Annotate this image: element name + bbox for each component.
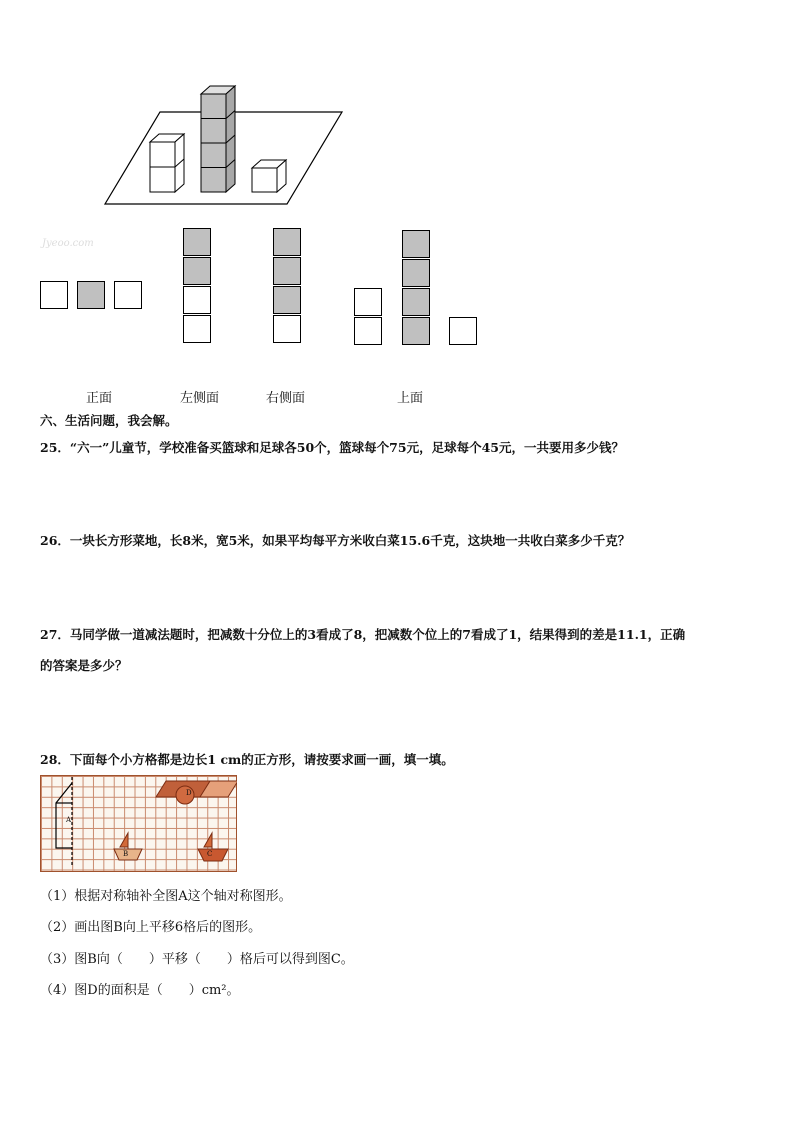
view-square [402, 259, 430, 287]
question-25: 25．“六一”儿童节，学校准备买篮球和足球各50个，篮球每个75元，足球每个45元，一共要用多少钱？ [40, 440, 624, 455]
view-square [402, 230, 430, 258]
view-square [183, 228, 211, 256]
view-square [402, 288, 430, 316]
section-title: 六、生活问题，我会解。 [40, 413, 178, 428]
grid-label-b: B [123, 850, 129, 858]
watermark: Jyeoo.com [42, 238, 94, 249]
grid-label-c: C [207, 850, 213, 858]
view-square [402, 317, 430, 345]
front-view-label: 正面 [86, 391, 113, 406]
grid-label-a: A [66, 816, 72, 824]
right-view-label: 右侧面 [266, 391, 306, 406]
view-square [183, 257, 211, 285]
view-square [183, 286, 211, 314]
view-square [354, 288, 382, 316]
question-27-line2: 的答案是多少？ [40, 658, 128, 673]
view-square [354, 317, 382, 345]
view-square [183, 315, 211, 343]
view-square [77, 281, 105, 309]
subquestion-2: （2）画出图B向上平移6格后的图形。 [40, 920, 262, 935]
view-square [449, 317, 477, 345]
view-square [273, 257, 301, 285]
question-27-line1: 27．马同学做一道减法题时，把减数十分位上的3看成了8，把减数个位上的7看成了1，结果得到的差是11.1，正确 [40, 627, 686, 642]
question-26: 26．一块长方形菜地，长8米，宽5米，如果平均每平方米收白菜15.6千克，这块地一共收白菜多少千克？ [40, 533, 631, 548]
question-28: 28．下面每个小方格都是边长1 cm的正方形，请按要求画一画，填一填。 [40, 752, 454, 767]
view-square [40, 281, 68, 309]
view-square [273, 286, 301, 314]
view-square [114, 281, 142, 309]
left-view-label: 左侧面 [180, 391, 220, 406]
view-square [273, 228, 301, 256]
top-view-label: 上面 [397, 391, 424, 406]
view-square [273, 315, 301, 343]
subquestion-1: （1）根据对称轴补全图A这个轴对称图形。 [40, 889, 292, 904]
subquestion-3: （3）图B向（ ）平移（ ）格后可以得到图C。 [40, 952, 354, 967]
grid-label-d: D [186, 789, 192, 797]
subquestion-4: （4）图D的面积是（ ）cm²。 [40, 983, 240, 998]
cube-stack-figure [100, 80, 350, 210]
